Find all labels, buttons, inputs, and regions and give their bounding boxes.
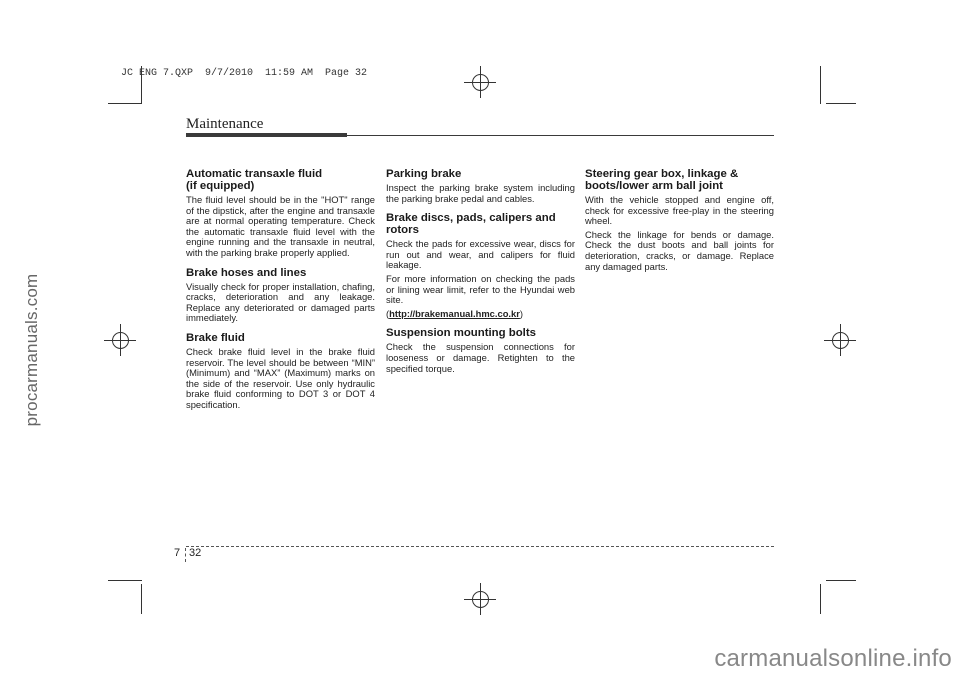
print-slug: JC ENG 7.QXP 9/7/2010 11:59 AM Page 32 (121, 68, 368, 79)
section-heading: Brake discs, pads, calipers and rotors (386, 212, 556, 237)
section-body: The fluid level should be in the "HOT" range of the dipstick, after the engine and transaxle are at normal operating temperature. Check the automatic transaxle fluid level with the engine running and the transaxle in neutral, with the parking brake properly applied. (186, 194, 375, 258)
header-rule (347, 135, 774, 136)
section-body: With the vehicle stopped and engine off, check for excessive free-play in the steering wheel. (585, 194, 774, 227)
header-bar (186, 133, 347, 137)
crop-mark (820, 584, 821, 614)
section-heading: Steering gear box, linkage & boots/lower arm ball joint (585, 168, 739, 192)
registration-mark-left (104, 324, 136, 356)
section-brake-hoses (186, 267, 375, 324)
column-1 (186, 168, 375, 419)
section-body: Visually check for proper installation, chafing, cracks, deterioration and any leakage. Replace any deteriorated or damaged parts immediately. (186, 280, 375, 324)
bottom-watermark: carmanualsonline.info (714, 645, 952, 672)
chapter-number: 7 (174, 547, 181, 559)
crop-mark (108, 580, 142, 581)
section-suspension-bolts (386, 327, 575, 374)
section-brake-discs (386, 212, 575, 319)
section-body: For more information on checking the pads or lining wear limit, refer to the Hyundai web site. (386, 272, 575, 306)
heading-line: Automatic transaxle fluid (186, 168, 323, 180)
section-body: Inspect the parking brake system including the parking brake pedal and cables. (386, 182, 575, 204)
section-body: Check the pads for excessive wear, discs for run out and wear, and calipers for fluid leakage. (386, 238, 575, 271)
section-heading: Brake fluid (186, 331, 245, 344)
registration-mark-bottom (464, 583, 496, 615)
section-heading: Brake hoses and lines (186, 266, 307, 279)
column-3 (585, 168, 774, 280)
crop-mark (108, 103, 142, 104)
registration-mark-top (464, 66, 496, 98)
section-steering-gear (585, 168, 774, 272)
section-parking-brake (386, 168, 575, 204)
paren: ( (386, 307, 390, 319)
section-body: Check the suspension connections for looseness or damage. Retighten to the specified torque. (386, 341, 575, 374)
section-brake-fluid (186, 332, 375, 411)
page-title: Maintenance (186, 116, 264, 132)
brake-manual-link[interactable]: http://brakemanual.hmc.co.kr (389, 307, 520, 319)
page-number: 32 (189, 547, 202, 559)
footer-rule (186, 546, 774, 547)
paren: ) (519, 307, 524, 319)
heading-line: (if equipped) (186, 180, 255, 192)
column-2 (386, 168, 575, 382)
crop-mark (826, 103, 856, 104)
footer-separator (185, 548, 186, 562)
section-heading: Suspension mounting bolts (386, 327, 536, 340)
side-watermark: procarmanuals.com (22, 273, 41, 427)
section-automatic-transaxle-fluid (186, 168, 375, 259)
registration-mark-right (824, 324, 856, 356)
crop-mark (826, 580, 856, 581)
web-link-line (386, 309, 575, 320)
section-heading (186, 168, 375, 192)
crop-mark (820, 66, 821, 104)
section-body: Check brake fluid level in the brake fluid reservoir. The level should be between “MIN” (Minimum) and “MAX” (Maximum) marks on the side of the reservoir. Use only hydraulic brake fluid conforming to DOT 3 or DOT 4 specification. (186, 345, 375, 410)
section-heading: Parking brake (386, 168, 462, 180)
crop-mark (141, 584, 142, 614)
section-body: Check the linkage for bends or damage. Check the dust boots and ball joints for deterioration, cracks, or damage. Replace any damaged parts. (585, 228, 774, 272)
